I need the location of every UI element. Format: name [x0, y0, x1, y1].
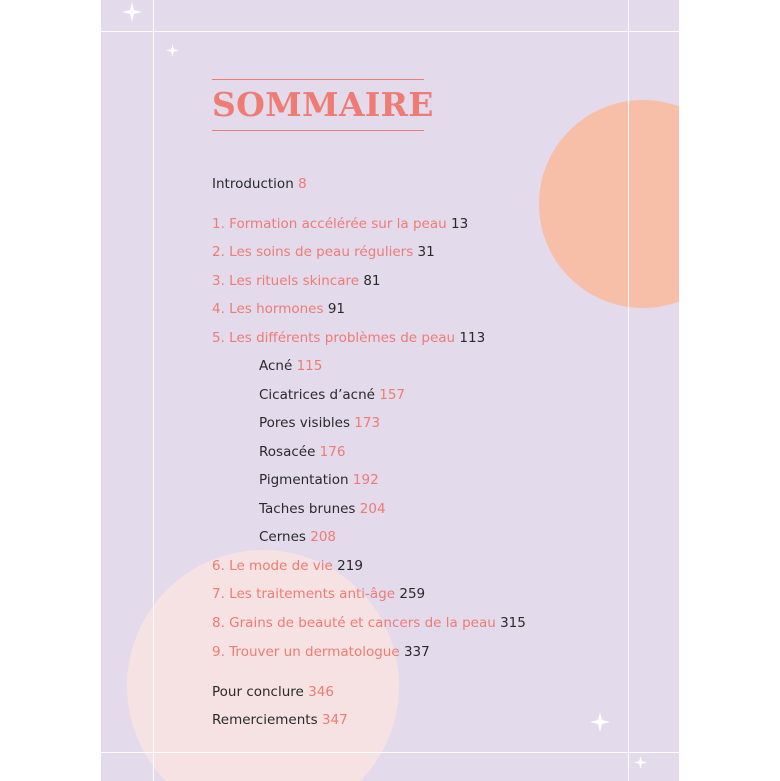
toc-label: Remerciements	[212, 712, 318, 728]
toc-subentry	[212, 471, 379, 489]
toc-page-number: 192	[352, 472, 379, 488]
sparkle-icon	[166, 44, 179, 57]
toc-chapter	[212, 300, 345, 318]
toc-subentry	[212, 386, 405, 404]
frame-line-right	[628, 0, 629, 781]
toc-page-number: 208	[310, 529, 337, 545]
toc-chapter	[212, 243, 435, 261]
toc-entry	[212, 711, 348, 729]
toc-label: Cernes	[259, 529, 306, 545]
toc-page-number: 91	[327, 301, 346, 317]
toc-label: Pigmentation	[259, 472, 349, 488]
sparkle-icon	[634, 756, 647, 769]
toc-page-number: 337	[403, 644, 430, 660]
toc-page-number: 259	[399, 586, 426, 602]
frame-line-top	[101, 31, 679, 32]
toc-chapter	[212, 557, 363, 575]
title-block	[212, 79, 434, 131]
toc-page-number: 113	[459, 330, 486, 346]
page-title: SOMMAIRE	[212, 85, 434, 124]
toc-subentry	[212, 414, 380, 432]
toc-chapter	[212, 614, 526, 632]
toc-label: 4. Les hormones	[212, 301, 324, 317]
toc-chapter	[212, 215, 468, 233]
toc-page-number: 204	[359, 501, 386, 517]
toc-chapter	[212, 272, 381, 290]
toc-label: Taches brunes	[259, 501, 356, 517]
toc-chapter	[212, 329, 485, 347]
frame-line-bottom	[101, 752, 679, 753]
toc-page-number: 13	[451, 216, 469, 232]
toc-subentry	[212, 357, 322, 375]
toc-page-number: 219	[337, 558, 363, 574]
toc-page-number: 81	[363, 273, 381, 289]
toc-label: 7. Les traitements anti-âge	[212, 586, 396, 602]
toc-label: 3. Les rituels skincare	[212, 273, 360, 289]
toc-label: 6. Le mode de vie	[212, 558, 333, 574]
toc-label: 5. Les différents problèmes de peau	[212, 330, 456, 346]
toc-label: 1. Formation accélérée sur la peau	[212, 216, 447, 232]
toc-page-number: 157	[379, 387, 406, 403]
sparkle-icon	[590, 712, 610, 732]
toc-subentry	[212, 443, 345, 461]
toc-label: Acné	[259, 358, 293, 374]
toc-page-number: 346	[308, 684, 334, 700]
toc-label: 2. Les soins de peau réguliers	[212, 244, 414, 260]
toc-page-number: 8	[298, 176, 307, 192]
toc-label: Pour conclure	[212, 684, 304, 700]
toc-label: Introduction	[212, 176, 294, 192]
toc-chapter	[212, 585, 425, 603]
toc-label: Cicatrices d’acné	[259, 387, 375, 403]
toc-subentry	[212, 528, 336, 546]
toc-page-number: 115	[296, 358, 323, 374]
toc-label: Rosacée	[259, 444, 316, 460]
toc-page-number: 31	[417, 244, 435, 260]
toc-page-number: 176	[319, 444, 346, 460]
toc-subentry	[212, 500, 386, 518]
toc-page-number: 315	[500, 615, 526, 631]
toc-label: 8. Grains de beauté et cancers de la peau	[212, 615, 496, 631]
sparkle-icon	[122, 2, 142, 22]
toc-page-number: 173	[354, 415, 381, 431]
toc-chapter	[212, 643, 430, 661]
toc-label: 9. Trouver un dermatologue	[212, 644, 400, 660]
toc-entry	[212, 683, 334, 701]
toc-label: Pores visibles	[259, 415, 350, 431]
title-rule-bottom	[212, 130, 424, 131]
document-page	[101, 0, 679, 781]
decorative-circle-top	[539, 100, 679, 308]
toc-page-number: 347	[321, 712, 348, 728]
frame-line-left	[153, 0, 154, 781]
toc-entry	[212, 175, 307, 193]
